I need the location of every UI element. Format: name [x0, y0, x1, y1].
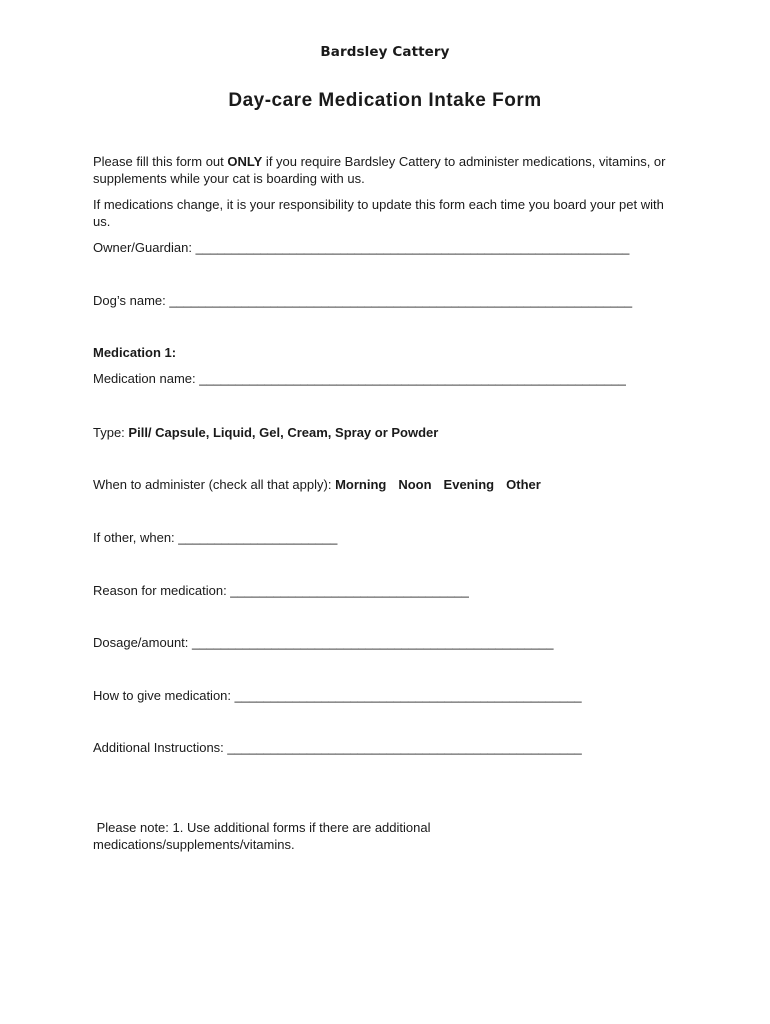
type-label: Type: [93, 425, 129, 440]
form-title: Day-care Medication Intake Form [228, 90, 542, 111]
intro-paragraph-2: If medications change, it is your responsibility to update this form each time you board your pet with us. [93, 197, 664, 229]
how-to-give-field[interactable] [93, 687, 582, 704]
owner-guardian-field[interactable] [93, 239, 629, 256]
medication-heading: Medication 1: [93, 345, 177, 360]
reason-field[interactable] [93, 582, 469, 599]
if-other-label: If other, when: [93, 530, 179, 545]
owner-guardian-label: Owner/Guardian: [93, 240, 196, 255]
option-evening[interactable]: Evening [443, 477, 495, 492]
organization-name: Bardsley Cattery [320, 44, 450, 60]
reason-blank[interactable]: _________________________________ [230, 583, 469, 598]
medication-name-blank[interactable]: ___________________________________________________________ [199, 371, 626, 386]
if-other-blank[interactable]: ______________________ [178, 530, 338, 545]
intro-emphasis: ONLY [227, 154, 263, 169]
type-field [93, 424, 438, 441]
additional-instructions-label: Additional Instructions: [93, 740, 228, 755]
dog-name-label: Dog’s name: [93, 293, 170, 308]
administer-time-label: When to administer (check all that apply): [93, 477, 336, 492]
dosage-label: Dosage/amount: [93, 635, 193, 650]
dog-name-field[interactable] [93, 292, 632, 309]
how-to-give-blank[interactable]: ________________________________________________ [234, 688, 582, 703]
administer-time-field [93, 476, 541, 493]
intro-paragraph-1 [93, 153, 678, 187]
option-other[interactable]: Other [506, 477, 541, 492]
footer-note: Please note: 1. Use additional forms if there are additional medications/supplements/vitamins. [93, 820, 435, 852]
additional-instructions-field[interactable] [93, 739, 582, 756]
if-other-field[interactable] [93, 529, 337, 546]
medication-name-label: Medication name: [93, 371, 200, 386]
intro-text-start: Please fill this form out [93, 154, 228, 169]
dosage-field[interactable] [93, 634, 554, 651]
how-to-give-label: How to give medication: [93, 688, 235, 703]
reason-label: Reason for medication: [93, 583, 231, 598]
option-morning[interactable]: Morning [335, 477, 387, 492]
intro-text-end: if you require Bardsley Cattery to administer medications, vitamins, or supplements while your cat is boarding with us. [93, 154, 666, 186]
type-options[interactable]: Pill/ Capsule, Liquid, Gel, Cream, Spray or Powder [128, 425, 439, 440]
option-noon[interactable]: Noon [398, 477, 432, 492]
medication-name-field[interactable] [93, 370, 626, 387]
additional-instructions-blank[interactable]: _________________________________________________ [227, 740, 582, 755]
dog-name-blank[interactable]: ________________________________________________________________ [169, 293, 633, 308]
dosage-blank[interactable]: __________________________________________________ [192, 635, 554, 650]
owner-guardian-blank[interactable]: ____________________________________________________________ [195, 240, 630, 255]
